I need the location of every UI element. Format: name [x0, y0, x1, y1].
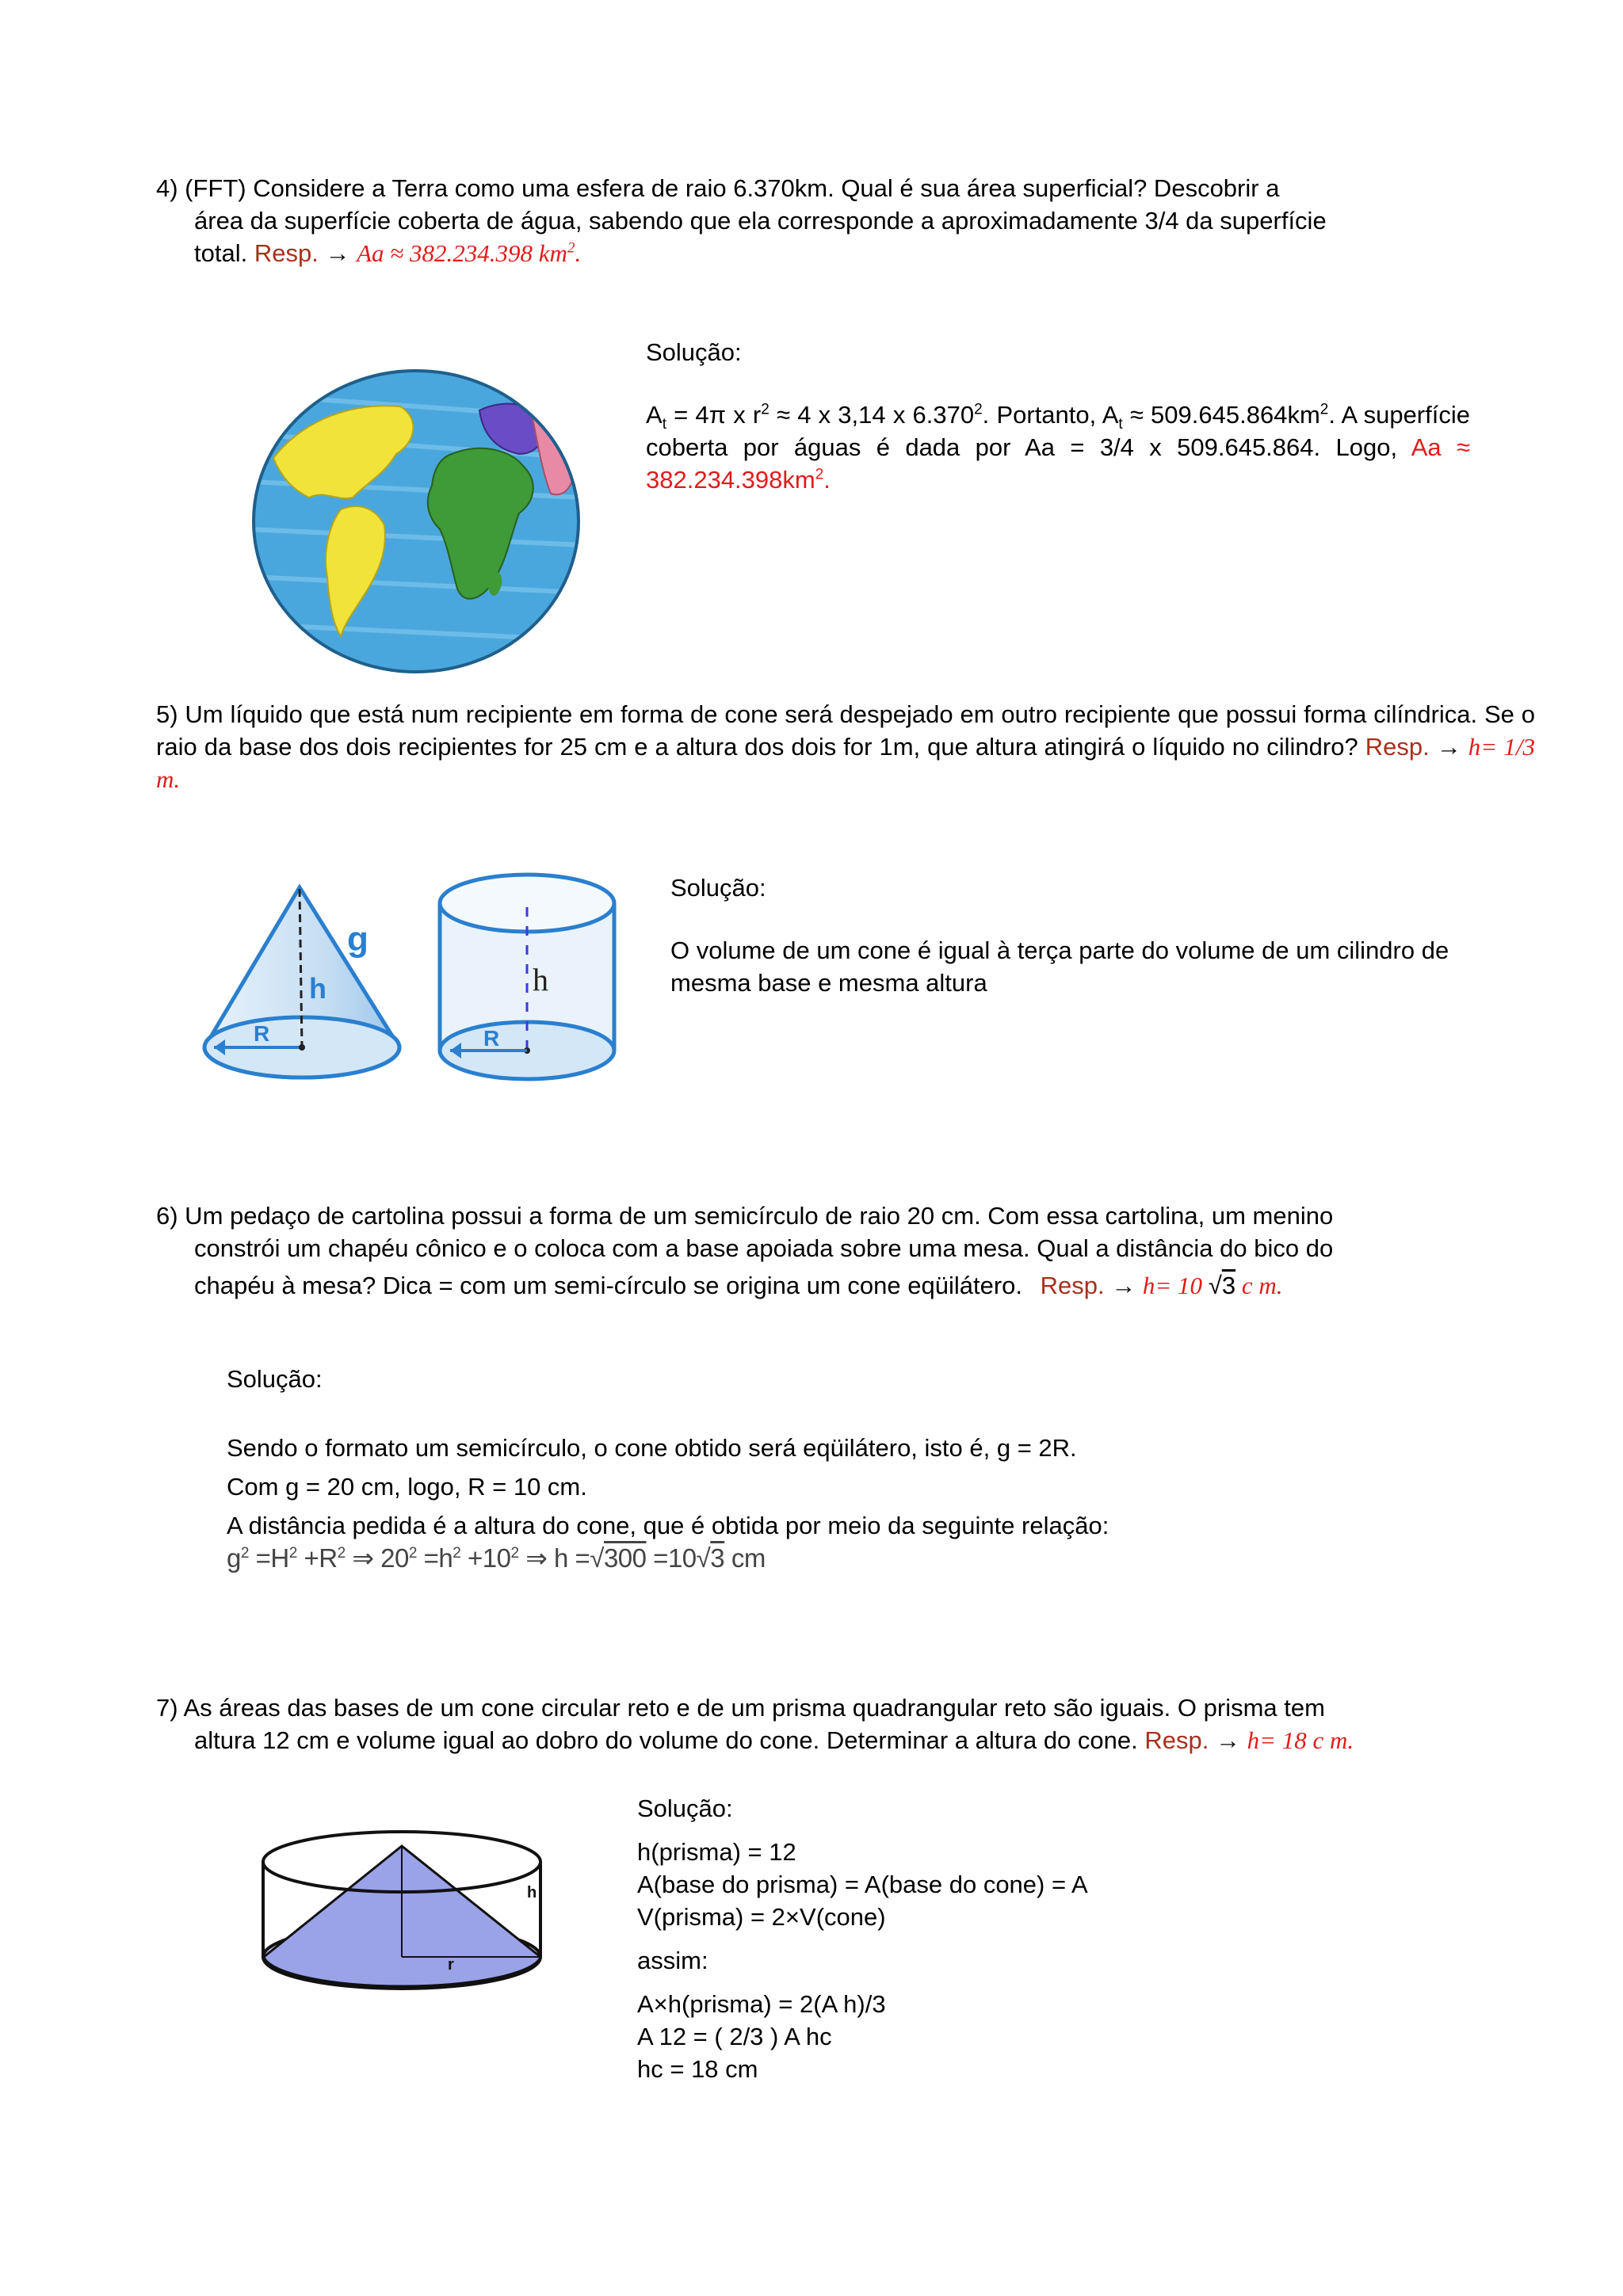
arrow-icon: →	[1215, 1726, 1240, 1754]
q6-line3: chapéu à mesa? Dica = com um semi-círculo se origina um cone eqüilátero. Resp. → h= 10 √3 c m.	[194, 1272, 1283, 1299]
q5-solution-label: Solução:	[670, 874, 766, 902]
q7-solution-line1: h(prisma) = 12	[637, 1838, 796, 1866]
q4-solution-answer: $Aa \approx 382.234.398km^2$.	[646, 433, 1470, 494]
q4-line3: total. Resp. → Aa ≈ 382.234.398 $km^2$.	[194, 239, 582, 267]
q4-solution	[646, 336, 1470, 496]
cone-in-cylinder-figure	[258, 1822, 559, 1997]
q6-solution	[227, 1363, 1534, 1574]
q7-solution-line7: hc = 18 cm	[637, 2055, 758, 2083]
q4-line1: 4) (FFT) Considere a Terra como uma esfera de raio 6.370km. Qual é sua área superficial? Descobrir a	[156, 174, 1280, 202]
q7-solution-line3: V(prisma) = 2×V(cone)	[637, 1903, 886, 1931]
q5-resp-label: Resp.	[1365, 733, 1430, 761]
q7-line2: altura 12 cm e volume igual ao dobro do volume do cone. Determinar a altura do cone. Resp. → h= 18 c m.	[194, 1726, 1354, 1754]
q6-line2: constrói um chapéu cônico e o coloca com a base apoiada sobre uma mesa. Qual a distância do bico do	[194, 1234, 1334, 1262]
q7-solution-line6: A 12 = ( 2/3 ) A hc	[637, 2023, 832, 2050]
arrow-icon: →	[1436, 733, 1461, 761]
q6-formula: $g^2 =H^2 +R^2$ ⇒ $20^2 =h^2 +10^2$ ⇒ h =√300 =10√3 cm	[227, 1543, 766, 1573]
q4-resp-label: Resp.	[254, 239, 319, 267]
q6-line1: 6) Um pedaço de cartolina possui a forma de um semicírculo de raio 20 cm. Com essa cartolina, um menino	[156, 1202, 1334, 1230]
arrow-icon: →	[325, 239, 350, 267]
question-5	[156, 698, 1535, 795]
q7-solution-line2: A(base do prisma) = A(base do cone) = A	[637, 1871, 1088, 1898]
prism-r-label: r	[448, 1956, 454, 1974]
q4-solution-label: Solução:	[646, 338, 742, 366]
cylinder-h-label: h	[533, 962, 548, 997]
cone-g-label: g	[347, 920, 369, 959]
q7-solution-line4: assim:	[637, 1947, 708, 1974]
cone-cylinder-figure	[198, 871, 626, 1109]
cylinder-r-label: R	[483, 1026, 500, 1051]
earth-globe-figure	[250, 363, 582, 676]
q4-answer: Aa ≈ 382.234.398 $km^2$.	[357, 239, 582, 267]
q7-answer: h= 18 c m.	[1247, 1726, 1354, 1754]
q6-solution-label: Solução:	[227, 1365, 323, 1393]
question-6	[156, 1199, 1535, 1302]
question-4	[156, 172, 1535, 269]
q5-text: 5) Um líquido que está num recipiente em forma de cone será despejado em outro recipiente que possui forma cilíndrica. Se o raio da base dos dois recipientes for 25 cm e a altura dos dois for 1m, que altura atingirá o líquido no cilindro?	[156, 700, 1535, 761]
question-7	[156, 1691, 1535, 1756]
cone-h-label: h	[309, 972, 327, 1005]
q7-resp-label: Resp.	[1144, 1726, 1209, 1754]
q5-solution-text: O volume de um cone é igual à terça parte do volume de um cilindro de mesma base e mesma altura	[670, 936, 1449, 997]
q6-resp-label: Resp.	[1040, 1272, 1105, 1299]
prism-h-label: h	[527, 1884, 537, 1901]
q7-solution	[637, 1792, 1509, 2085]
arrow-icon: →	[1111, 1272, 1136, 1299]
q6-answer: h= 10 √3 c m.	[1142, 1272, 1283, 1299]
q7-solution-label: Solução:	[637, 1794, 733, 1822]
q5-answer: h= 1/3 m.	[156, 733, 1535, 793]
q5-solution	[670, 871, 1526, 999]
q4-line2: área da superfície coberta de água, sabendo que ela corresponde a aproximadamente 3/4 da superfície	[194, 207, 1327, 235]
q6-solution-line3: A distância pedida é a altura do cone, que é obtida por meio da seguinte relação:	[227, 1512, 1109, 1539]
q4-solution-text: $A_t = 4\pi$ x $r^2 \approx 4$ x 3,14 x 6.370$^2$. Portanto, $A_t \approx 509.645.864km^2$. A superfície coberta por águas é dada por Aa = 3/4 x 509.645.864. Logo, $Aa \approx 382.234.398km^2$.	[646, 401, 1470, 494]
q6-solution-line1: Sendo o formato um semicírculo, o cone obtido será eqüilátero, isto é, g = 2R.	[227, 1434, 1077, 1462]
cone-r-label: R	[254, 1021, 270, 1046]
q6-solution-line2: Com g = 20 cm, logo, R = 10 cm.	[227, 1473, 587, 1501]
q7-line1: 7) As áreas das bases de um cone circular reto e de um prisma quadrangular reto são iguais. O prisma tem	[156, 1694, 1325, 1722]
q7-solution-line5: A×h(prisma) = 2(A h)/3	[637, 1990, 886, 2018]
